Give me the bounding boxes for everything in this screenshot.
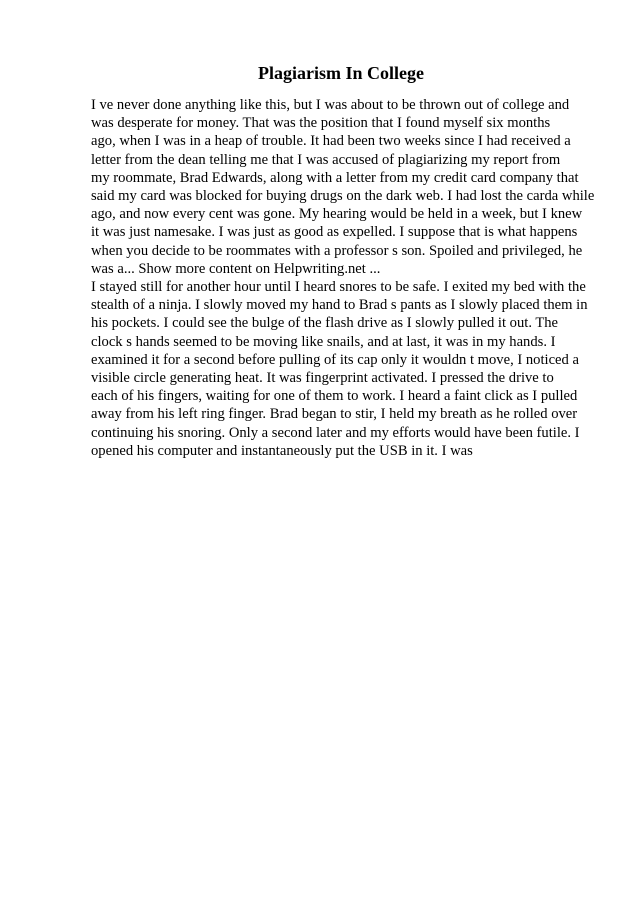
body-text-line: examined it for a second before pulling of its cap only it wouldn t move, I noticed a <box>91 351 579 368</box>
body-text-line: letter from the dean telling me that I was accused of plagiarizing my report from <box>91 151 561 168</box>
body-text-line: it was just namesake. I was just as good as expelled. I suppose that is what happens <box>91 224 578 241</box>
body-text-line: I stayed still for another hour until I heard snores to be safe. I exited my bed with the <box>91 279 586 296</box>
body-text-line: ago, and now every cent was gone. My hearing would be held in a week, but I knew <box>91 206 583 223</box>
body-text-line: each of his fingers, waiting for one of them to work. I heard a faint click as I pulled <box>91 388 578 405</box>
body-text-line: was a... Show more content on Helpwriting.net ... <box>91 260 381 277</box>
document-body <box>91 96 611 460</box>
body-text-line: when you decide to be roommates with a professor s son. Spoiled and privileged, he <box>91 242 583 259</box>
body-text-line: away from his left ring finger. Brad began to stir, I held my breath as he rolled over <box>91 406 578 423</box>
body-text-line: I ve never done anything like this, but I was about to be thrown out of college and <box>91 97 570 113</box>
body-text-line: ago, when I was in a heap of trouble. It had been two weeks since I had received a <box>91 133 571 150</box>
body-text-line: my roommate, Brad Edwards, along with a letter from my credit card company that <box>91 169 579 186</box>
body-text-line: said my card was blocked for buying drugs on the dark web. I had lost the carda while <box>91 188 595 205</box>
document-title: Plagiarism In College <box>258 63 424 83</box>
body-text-line: stealth of a ninja. I slowly moved my hand to Brad s pants as I slowly placed them in <box>91 297 588 314</box>
body-text-line: visible circle generating heat. It was fingerprint activated. I pressed the drive to <box>91 370 554 387</box>
body-text-line: continuing his snoring. Only a second later and my efforts would have been futile. I <box>91 424 580 441</box>
body-text-line: clock s hands seemed to be moving like snails, and at last, it was in my hands. I <box>91 333 556 350</box>
body-text-line: was desperate for money. That was the position that I found myself six months <box>91 115 551 132</box>
body-text-line: his pockets. I could see the bulge of the flash drive as I slowly pulled it out. The <box>91 315 559 332</box>
body-text-line: opened his computer and instantaneously put the USB in it. I was <box>91 442 473 459</box>
